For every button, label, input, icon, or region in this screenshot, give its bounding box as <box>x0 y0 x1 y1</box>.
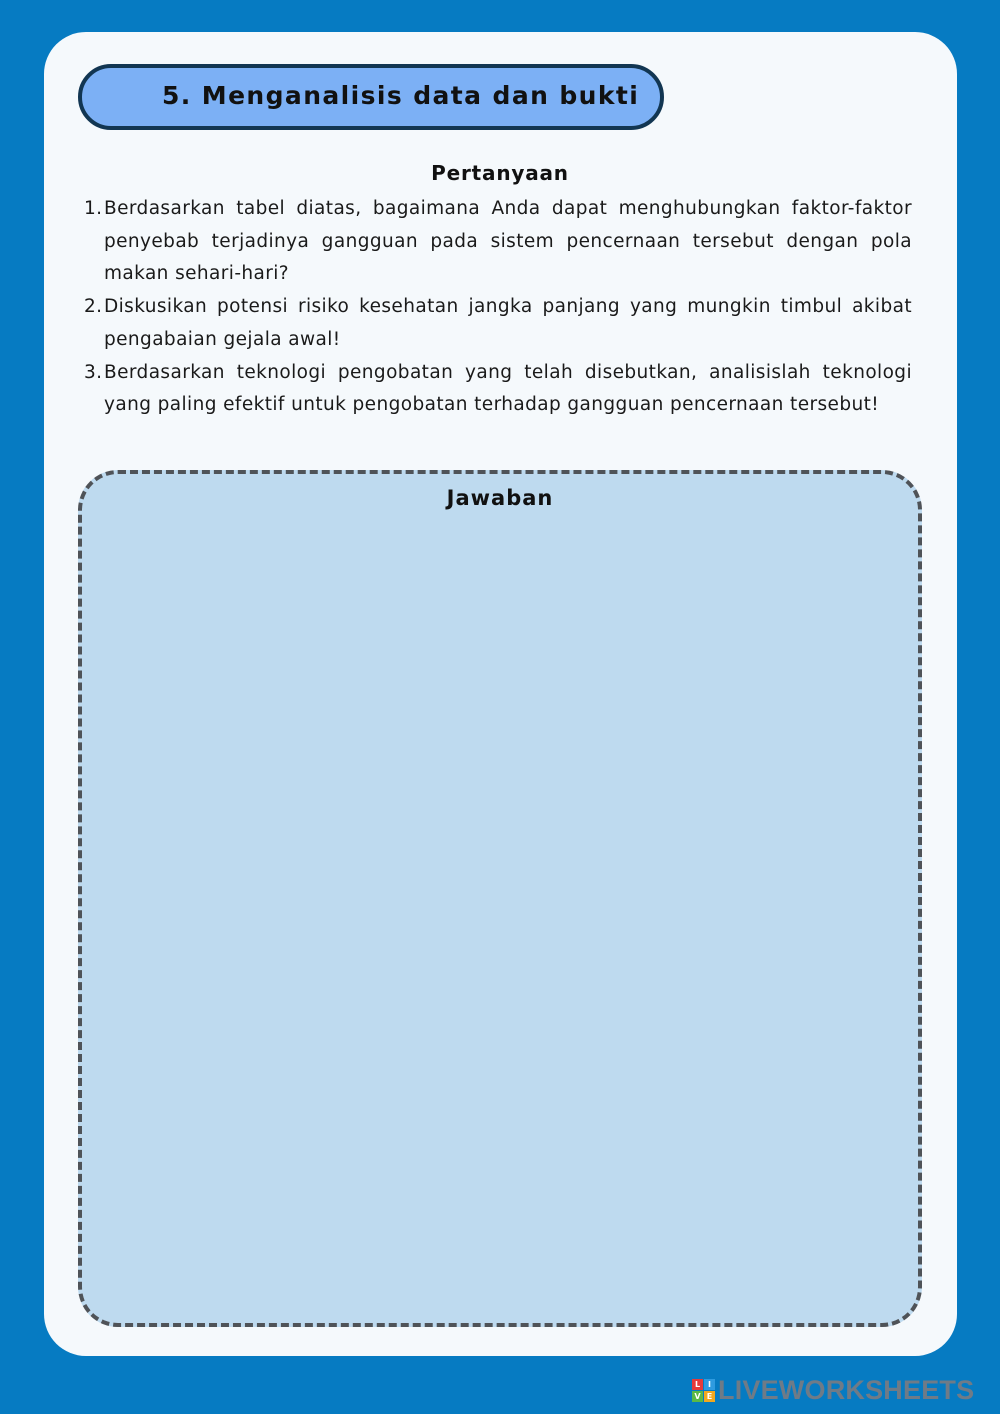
question-item <box>84 193 912 291</box>
answer-title: Jawaban <box>446 486 554 510</box>
question-text: Berdasarkan teknologi pengobatan yang telah disebutkan, analisislah teknologi yang paling efektif untuk pengobatan terhadap gangguan pencernaan tersebut! <box>104 361 912 416</box>
section-title: 5. Menganalisis data dan bukti <box>162 81 640 110</box>
answer-input-area[interactable] <box>102 524 898 1303</box>
questions-heading: Pertanyaan <box>431 161 569 185</box>
section-title-banner <box>78 64 664 130</box>
question-number: 1. <box>84 198 103 219</box>
question-item <box>84 357 912 422</box>
question-number: 3. <box>84 361 103 383</box>
liveworksheets-logo-icon: L I V E <box>692 1379 715 1402</box>
question-number: 2. <box>84 296 103 318</box>
liveworksheets-wordmark: LIVEWORKSHEETS <box>718 1374 975 1405</box>
question-text: Diskusikan potensi risiko kesehatan jangka panjang yang mungkin timbul akibat pengabaian gejala awal! <box>104 296 912 350</box>
liveworksheets-brand <box>692 1376 974 1404</box>
question-item <box>84 291 912 356</box>
questions-list <box>84 193 912 422</box>
answer-box <box>78 470 922 1327</box>
question-text: Berdasarkan tabel diatas, bagaimana Anda dapat menghubungkan faktor-faktor penyebab terjadinya gangguan pada sistem pencernaan tersebut dengan pola makan sehari-hari? <box>104 198 912 285</box>
